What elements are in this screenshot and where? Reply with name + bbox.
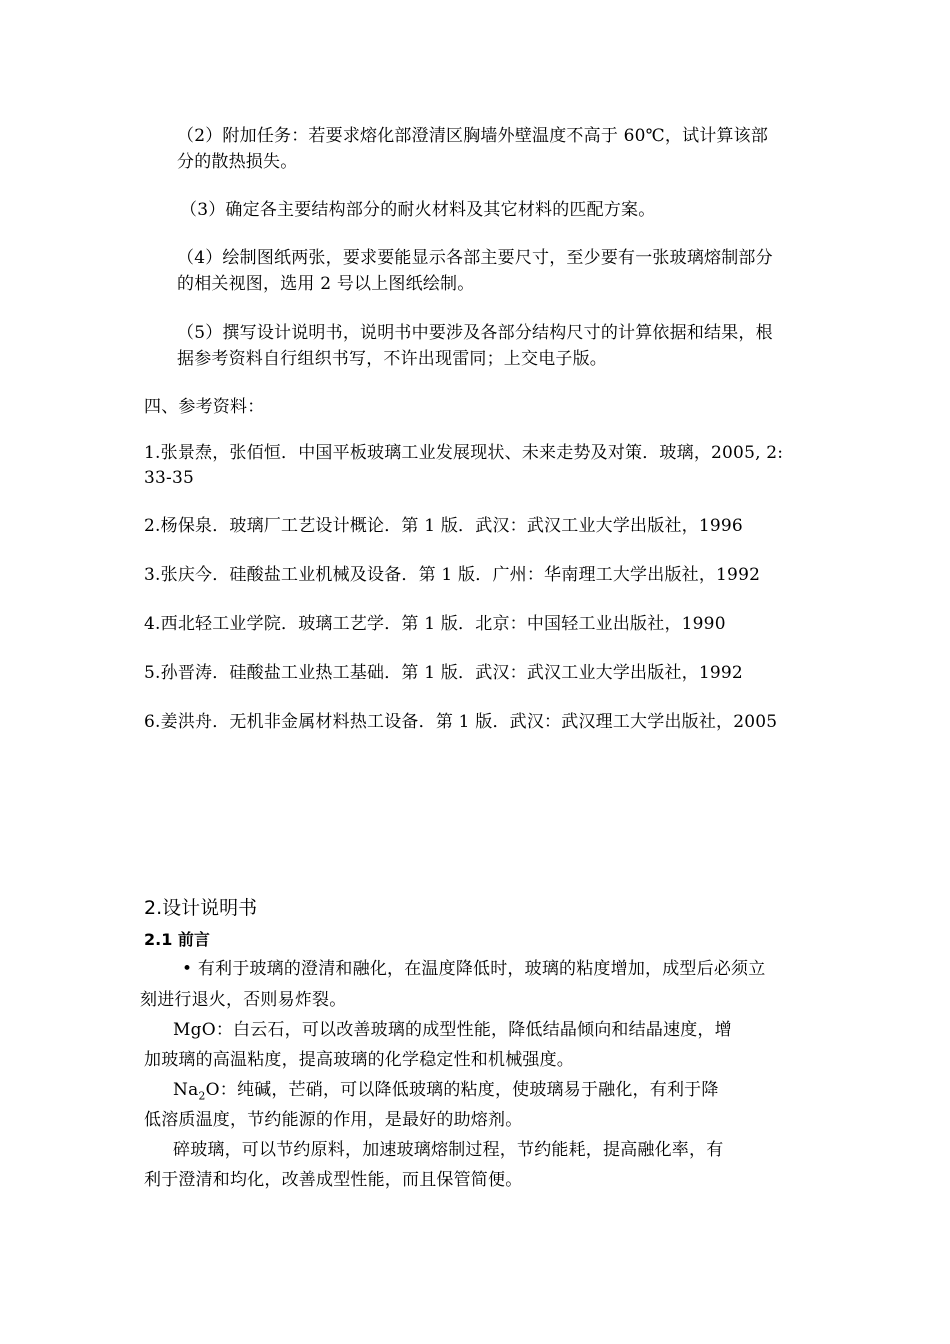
task-item-2-line-1: （2）附加任务：若要求熔化部澄清区胸墙外壁温度不高于 60℃，试计算该部 [177, 126, 769, 146]
paragraph-3-line-2: 低溶质温度，节约能源的作用，是最好的助熔剂。 [144, 1110, 523, 1130]
task-item-2-line-2: 分的散热损失。 [177, 152, 298, 172]
paragraph-4-line-1: 碎玻璃，可以节约原料，加速玻璃熔制过程，节约能耗，提高融化率，有 [173, 1140, 724, 1160]
task-item-3: （3）确定各主要结构部分的耐火材料及其它材料的匹配方案。 [180, 200, 656, 220]
references-heading: 四、参考资料： [144, 397, 265, 417]
reference-1-line-1: 1.张景焘，张佰恒．中国平板玻璃工业发展现状、未来走势及对策．玻璃，2005, 2: [144, 443, 784, 463]
task-item-4-line-2: 的相关视图，选用 2 号以上图纸绘制。 [177, 274, 475, 294]
section-title: 2.设计说明书 [144, 897, 258, 919]
paragraph-1-line-1: • 有利于玻璃的澄清和融化，在温度降低时，玻璃的粘度增加，成型后必须立 [182, 959, 766, 979]
reference-4: 4.西北轻工业学院．玻璃工艺学．第 1 版．北京：中国轻工业出版社，1990 [144, 614, 726, 634]
paragraph-1-line-2: 刻进行退火，否则易炸裂。 [140, 990, 347, 1010]
paragraph-2-line-2: 加玻璃的高温粘度，提高玻璃的化学稳定性和机械强度。 [144, 1050, 574, 1070]
reference-2: 2.杨保泉．玻璃厂工艺设计概论．第 1 版．武汉：武汉工业大学出版社，1996 [144, 516, 743, 536]
task-item-4-line-1: （4）绘制图纸两张，要求要能显示各部主要尺寸，至少要有一张玻璃熔制部分 [177, 248, 773, 268]
task-item-5-line-1: （5）撰写设计说明书，说明书中要涉及各部分结构尺寸的计算依据和结果，根 [177, 323, 773, 343]
section-subtitle: 2.1 前言 [144, 930, 210, 949]
na-prefix: Na [173, 1080, 199, 1100]
paragraph-3-line-1 [173, 1079, 719, 1107]
paragraph-4-line-2: 利于澄清和均化，改善成型性能，而且保管简便。 [144, 1170, 523, 1190]
paragraph-3-rest: O：纯碱，芒硝，可以降低玻璃的粘度，使玻璃易于融化，有利于降 [205, 1080, 719, 1100]
na-subscript: 2 [198, 1089, 206, 1103]
reference-5: 5.孙晋涛．硅酸盐工业热工基础．第 1 版．武汉：武汉工业大学出版社，1992 [144, 663, 743, 683]
reference-1-line-2: 33-35 [144, 468, 195, 488]
task-item-5-line-2: 据参考资料自行组织书写，不许出现雷同；上交电子版。 [177, 349, 607, 369]
reference-3: 3.张庆今．硅酸盐工业机械及设备．第 1 版．广州：华南理工大学出版社，1992 [144, 565, 761, 585]
paragraph-2-line-1: MgO：白云石，可以改善玻璃的成型性能，降低结晶倾向和结晶速度，增 [173, 1020, 732, 1040]
reference-6: 6.姜洪舟．无机非金属材料热工设备．第 1 版．武汉：武汉理工大学出版社，2005 [144, 712, 778, 732]
